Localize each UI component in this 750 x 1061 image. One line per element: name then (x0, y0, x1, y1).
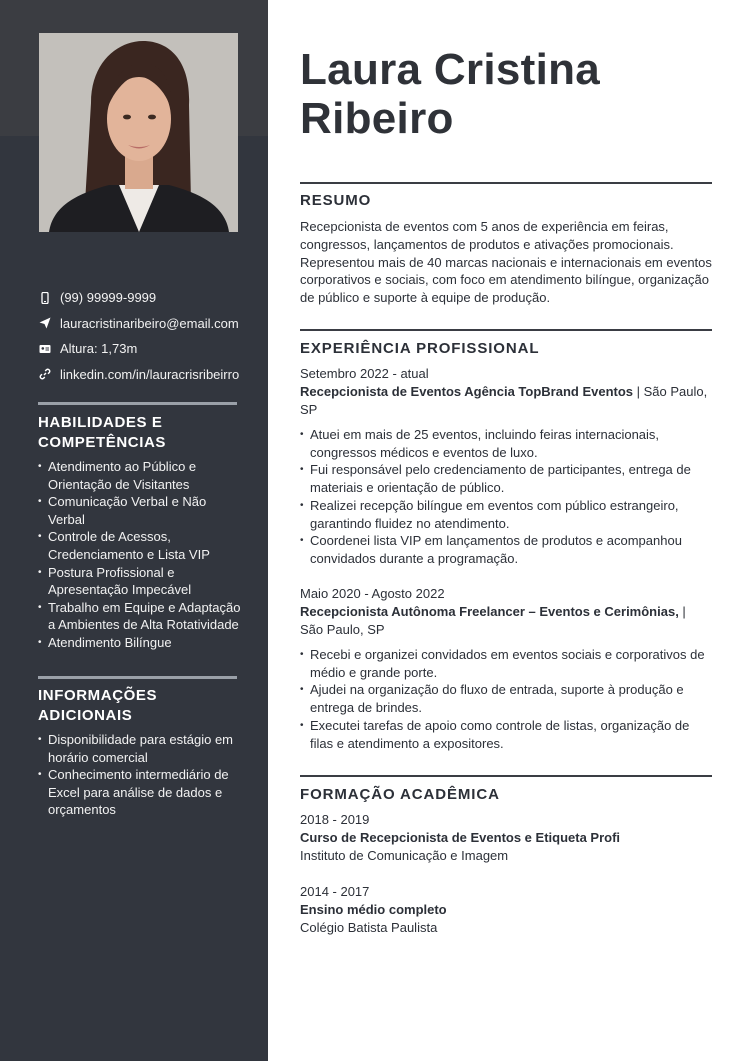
summary-text: Recepcionista de eventos com 5 anos de experiência em feiras, congressos, lançamentos de produtos e ativações promocionais. Representou mais de 40 marcas nacionais e internacionais em eventos corporativos e sociais, com foco em atendimento bilíngue, organização de público e suporte à equipe de produção. (300, 219, 712, 306)
list-item: • Realizei recepção bilíngue em eventos com público estrangeiro, garantindo fluidez no atendimento. (300, 497, 712, 532)
skills-title: HABILIDADES E COMPETÊNCIAS (38, 414, 167, 451)
list-item: • Executei tarefas de apoio como controle de listas, organização de filas e atendimento a expositores. (300, 717, 712, 752)
list-item: • Atendimento ao Público e Orientação de Visitantes (38, 458, 243, 493)
additional-divider (38, 676, 237, 679)
list-item: • Atuei em mais de 25 eventos, incluindo feiras internacionais, congressos médicos e eventos de luxo. (300, 426, 712, 461)
contact-height-text: Altura: 1,73m (60, 341, 138, 357)
skills-divider (38, 402, 237, 405)
education-divider (300, 775, 712, 777)
experience-divider (300, 329, 712, 331)
list-item: • Postura Profissional e Apresentação Impecável (38, 564, 243, 599)
link-icon (38, 368, 51, 381)
additional-title: INFORMAÇÕES ADICIONAIS (38, 687, 158, 724)
send-icon (38, 317, 51, 330)
list-item: • Disponibilidade para estágio em horário comercial (38, 731, 243, 766)
contact-height (38, 336, 248, 362)
phone-icon (38, 291, 51, 304)
list-item: • Recebi e organizei convidados em eventos sociais e corporativos de médio e grande porte. (300, 646, 712, 681)
job-2-location: | São Paulo, SP (300, 604, 686, 637)
list-item: • Controle de Acessos, Credenciamento e Lista VIP (38, 528, 243, 563)
job-2-bullets (300, 646, 712, 752)
job-2-period: Maio 2020 - Agosto 2022 (300, 586, 445, 601)
list-item: • Trabalho em Equipe e Adaptação a Ambientes de Alta Rotatividade (38, 599, 243, 634)
list-item: • Conhecimento intermediário de Excel para análise de dados e orçamentos (38, 766, 243, 819)
contact-list (38, 285, 248, 387)
education-title: FORMAÇÃO ACADÊMICA (300, 786, 500, 803)
job-1-bullets (300, 426, 712, 568)
edu-2-period: 2014 - 2017 (300, 884, 370, 899)
list-item: • Atendimento Bilíngue (38, 634, 243, 652)
list-item: • Comunicação Verbal e Não Verbal (38, 493, 243, 528)
portrait-photo-icon (39, 33, 238, 232)
edu-2-course (300, 901, 712, 919)
profile-photo (39, 33, 238, 232)
job-1-heading (300, 383, 712, 419)
edu-2-school: Colégio Batista Paulista (300, 920, 438, 935)
contact-email-text[interactable]: lauracristinaribeiro@email.com (60, 315, 239, 331)
contact-linkedin-text[interactable]: linkedin.com/in/lauracrisribeirro (60, 366, 240, 382)
contact-email[interactable] (38, 311, 248, 337)
summary-title: RESUMO (300, 192, 372, 209)
edu-1-course (300, 829, 712, 847)
list-item: • Ajudei na organização do fluxo de entrada, suporte à produção e entrega de brindes. (300, 681, 712, 716)
job-2-heading (300, 603, 712, 639)
summary-divider (300, 182, 712, 184)
id-card-icon (38, 342, 51, 355)
job-1-period: Setembro 2022 - atual (300, 366, 429, 381)
edu-1-period: 2018 - 2019 (300, 812, 370, 827)
additional-list (38, 731, 243, 819)
contact-linkedin[interactable] (38, 362, 248, 388)
list-item: • Fui responsável pelo credenciamento de participantes, entrega de materiais e orientação de público. (300, 461, 712, 496)
contact-phone-text: (99) 99999-9999 (60, 290, 157, 306)
edu-1-course-text: Curso de Recepcionista de Eventos e Etiqueta Profi (300, 830, 621, 845)
job-2-role: Recepcionista Autônoma Freelancer – Eventos e Cerimônias, (300, 604, 679, 619)
job-1-location: | São Paulo, SP (300, 384, 708, 417)
page-title: Laura Cristina Ribeiro (300, 45, 601, 143)
list-item: • Coordenei lista VIP em lançamentos de produtos e acompanhou convidados durante a programação. (300, 532, 712, 567)
sidebar (0, 0, 268, 1061)
skills-list (38, 458, 243, 652)
job-1-role: Recepcionista de Eventos Agência TopBrand Eventos (300, 384, 634, 399)
experience-title: EXPERIÊNCIA PROFISSIONAL (300, 340, 540, 357)
contact-phone (38, 285, 248, 311)
edu-1-school: Instituto de Comunicação e Imagem (300, 848, 509, 863)
edu-2-course-text: Ensino médio completo (300, 902, 447, 917)
